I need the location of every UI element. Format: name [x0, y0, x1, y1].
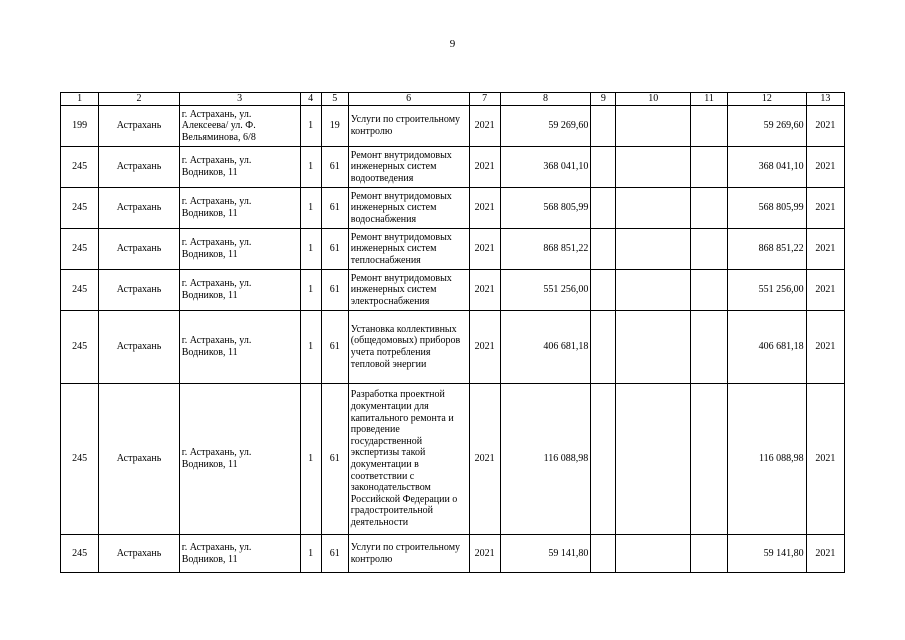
completion-year-cell: 2021 [806, 188, 844, 229]
empty-cell [690, 106, 727, 147]
empty-cell [616, 270, 690, 311]
fund-cost-cell: 868 851,22 [728, 229, 807, 270]
empty-cell [690, 311, 727, 384]
completion-year-cell: 2021 [806, 535, 844, 573]
row-number-cell: 245 [61, 384, 99, 535]
code-cell: 61 [321, 147, 348, 188]
work-type-cell: Услуги по строительному контролю [348, 535, 469, 573]
column-header: 13 [806, 93, 844, 106]
column-header: 3 [179, 93, 300, 106]
empty-cell [591, 229, 616, 270]
empty-cell [616, 535, 690, 573]
entrance-count-cell: 1 [300, 270, 321, 311]
table-row [61, 384, 845, 535]
year-cell: 2021 [469, 535, 500, 573]
column-header: 10 [616, 93, 690, 106]
fund-cost-cell: 551 256,00 [728, 270, 807, 311]
completion-year-cell: 2021 [806, 384, 844, 535]
total-cost-cell: 59 269,60 [500, 106, 591, 147]
entrance-count-cell: 1 [300, 188, 321, 229]
year-cell: 2021 [469, 311, 500, 384]
empty-cell [591, 188, 616, 229]
city-cell: Астрахань [99, 270, 180, 311]
empty-cell [591, 311, 616, 384]
address-cell: г. Астрахань, ул. Водников, 11 [179, 147, 300, 188]
work-type-cell: Разработка проектной документации для капитального ремонта и проведение государственной экспертизы такой документации в соответствии с законодательством Российской Федерации о градостроительной деятельности [348, 384, 469, 535]
empty-cell [616, 384, 690, 535]
column-header: 5 [321, 93, 348, 106]
city-cell: Астрахань [99, 384, 180, 535]
column-header: 8 [500, 93, 591, 106]
entrance-count-cell: 1 [300, 229, 321, 270]
total-cost-cell: 868 851,22 [500, 229, 591, 270]
completion-year-cell: 2021 [806, 106, 844, 147]
entrance-count-cell: 1 [300, 535, 321, 573]
code-cell: 61 [321, 229, 348, 270]
empty-cell [591, 106, 616, 147]
code-cell: 19 [321, 106, 348, 147]
city-cell: Астрахань [99, 535, 180, 573]
code-cell: 61 [321, 270, 348, 311]
page-number: 9 [449, 38, 456, 50]
row-number-cell: 245 [61, 147, 99, 188]
address-cell: г. Астрахань, ул. Водников, 11 [179, 229, 300, 270]
address-cell: г. Астрахань, ул. Алексеева/ ул. Ф. Вельяминова, 6/8 [179, 106, 300, 147]
column-header: 7 [469, 93, 500, 106]
completion-year-cell: 2021 [806, 270, 844, 311]
year-cell: 2021 [469, 147, 500, 188]
table-header [61, 93, 845, 106]
entrance-count-cell: 1 [300, 311, 321, 384]
empty-cell [690, 188, 727, 229]
table-body [61, 106, 845, 573]
empty-cell [591, 384, 616, 535]
code-cell: 61 [321, 535, 348, 573]
code-cell: 61 [321, 384, 348, 535]
fund-cost-cell: 59 141,80 [728, 535, 807, 573]
empty-cell [591, 270, 616, 311]
completion-year-cell: 2021 [806, 229, 844, 270]
row-number-cell: 245 [61, 535, 99, 573]
column-header: 1 [61, 93, 99, 106]
work-type-cell: Ремонт внутридомовых инженерных систем электроснабжения [348, 270, 469, 311]
empty-cell [591, 535, 616, 573]
city-cell: Астрахань [99, 106, 180, 147]
work-type-cell: Ремонт внутридомовых инженерных систем теплоснабжения [348, 229, 469, 270]
table-row [61, 535, 845, 573]
entrance-count-cell: 1 [300, 147, 321, 188]
row-number-cell: 245 [61, 270, 99, 311]
city-cell: Астрахань [99, 147, 180, 188]
empty-cell [690, 270, 727, 311]
year-cell: 2021 [469, 229, 500, 270]
empty-cell [616, 188, 690, 229]
column-header: 2 [99, 93, 180, 106]
year-cell: 2021 [469, 270, 500, 311]
address-cell: г. Астрахань, ул. Водников, 11 [179, 535, 300, 573]
fund-cost-cell: 116 088,98 [728, 384, 807, 535]
work-type-cell: Услуги по строительному контролю [348, 106, 469, 147]
empty-cell [616, 311, 690, 384]
row-number-cell: 199 [61, 106, 99, 147]
table-row [61, 229, 845, 270]
table-row [61, 147, 845, 188]
empty-cell [591, 147, 616, 188]
empty-cell [690, 535, 727, 573]
address-cell: г. Астрахань, ул. Водников, 11 [179, 311, 300, 384]
empty-cell [690, 229, 727, 270]
completion-year-cell: 2021 [806, 311, 844, 384]
table-row [61, 106, 845, 147]
empty-cell [616, 106, 690, 147]
row-number-cell: 245 [61, 229, 99, 270]
total-cost-cell: 116 088,98 [500, 384, 591, 535]
column-header: 12 [728, 93, 807, 106]
entrance-count-cell: 1 [300, 106, 321, 147]
work-type-cell: Ремонт внутридомовых инженерных систем водоотведения [348, 147, 469, 188]
address-cell: г. Астрахань, ул. Водников, 11 [179, 270, 300, 311]
empty-cell [616, 229, 690, 270]
city-cell: Астрахань [99, 229, 180, 270]
city-cell: Астрахань [99, 311, 180, 384]
column-header: 6 [348, 93, 469, 106]
city-cell: Астрахань [99, 188, 180, 229]
year-cell: 2021 [469, 384, 500, 535]
entrance-count-cell: 1 [300, 384, 321, 535]
column-header: 11 [690, 93, 727, 106]
table-row [61, 311, 845, 384]
fund-cost-cell: 368 041,10 [728, 147, 807, 188]
completion-year-cell: 2021 [806, 147, 844, 188]
data-table [60, 92, 845, 573]
fund-cost-cell: 568 805,99 [728, 188, 807, 229]
table-row [61, 188, 845, 229]
row-number-cell: 245 [61, 188, 99, 229]
fund-cost-cell: 59 269,60 [728, 106, 807, 147]
total-cost-cell: 551 256,00 [500, 270, 591, 311]
address-cell: г. Астрахань, ул. Водников, 11 [179, 384, 300, 535]
header-row [61, 93, 845, 106]
column-header: 9 [591, 93, 616, 106]
work-type-cell: Ремонт внутридомовых инженерных систем водоснабжения [348, 188, 469, 229]
total-cost-cell: 368 041,10 [500, 147, 591, 188]
total-cost-cell: 59 141,80 [500, 535, 591, 573]
year-cell: 2021 [469, 188, 500, 229]
column-header: 4 [300, 93, 321, 106]
address-cell: г. Астрахань, ул. Водников, 11 [179, 188, 300, 229]
row-number-cell: 245 [61, 311, 99, 384]
total-cost-cell: 406 681,18 [500, 311, 591, 384]
total-cost-cell: 568 805,99 [500, 188, 591, 229]
code-cell: 61 [321, 188, 348, 229]
empty-cell [616, 147, 690, 188]
year-cell: 2021 [469, 106, 500, 147]
fund-cost-cell: 406 681,18 [728, 311, 807, 384]
empty-cell [690, 384, 727, 535]
table-row [61, 270, 845, 311]
empty-cell [690, 147, 727, 188]
code-cell: 61 [321, 311, 348, 384]
work-type-cell: Установка коллективных (общедомовых) приборов учета потребления тепловой энергии [348, 311, 469, 384]
